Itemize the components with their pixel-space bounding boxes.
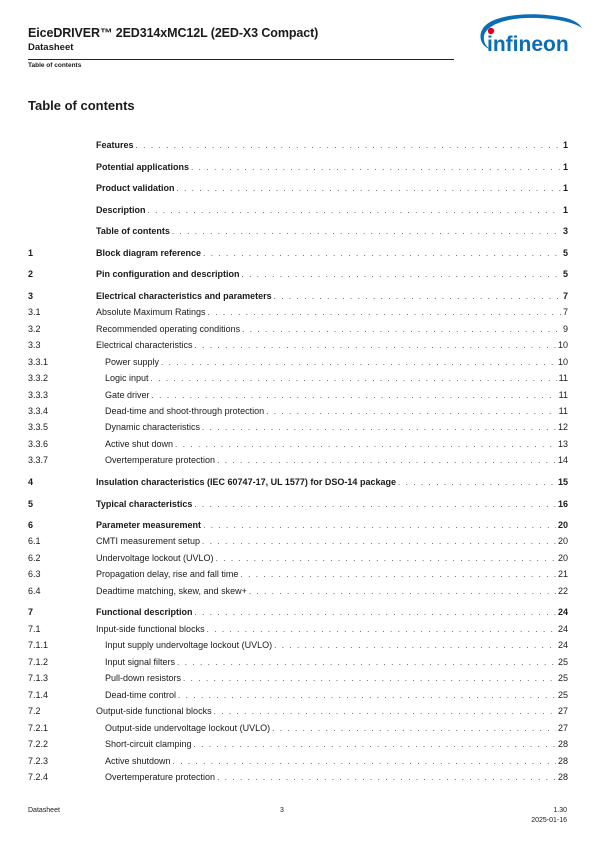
toc-entry-line — [96, 306, 568, 319]
toc-entry[interactable] — [28, 372, 568, 385]
toc-entry-page: 20 — [557, 536, 568, 546]
toc-entry[interactable] — [28, 438, 568, 451]
toc-entry-number: 3.2 — [28, 324, 41, 334]
toc-leader-dots — [207, 623, 556, 636]
toc-entry[interactable] — [28, 476, 568, 489]
toc-entry-line — [96, 476, 568, 489]
footer-doc-type: Datasheet — [28, 807, 60, 814]
toc-entry-title[interactable]: Undervoltage lockout (UVLO) — [96, 553, 214, 563]
toc-leader-dots — [177, 656, 556, 669]
toc-entry[interactable] — [28, 623, 568, 636]
toc-entry-page: 10 — [557, 357, 568, 367]
toc-entry-page: 5 — [562, 269, 568, 279]
toc-entry-page: 11 — [558, 373, 568, 383]
toc-entry[interactable] — [28, 585, 568, 598]
toc-entry-page: 15 — [557, 477, 568, 487]
toc-entry[interactable] — [28, 323, 568, 336]
toc-leader-dots — [178, 689, 556, 702]
toc-entry[interactable] — [28, 290, 568, 303]
toc-entry-line — [105, 389, 568, 402]
toc-entry[interactable] — [28, 247, 568, 260]
toc-leader-dots — [191, 161, 561, 174]
footer-version: 1.30 — [553, 807, 567, 814]
toc-entry[interactable] — [28, 519, 568, 532]
header-section-label: Table of contents — [28, 62, 82, 69]
toc-entry-line — [105, 689, 568, 702]
toc-leader-dots — [195, 606, 556, 619]
toc-entry-page: 13 — [557, 439, 568, 449]
toc-entry-title[interactable]: Active shut down — [105, 439, 174, 449]
toc-entry[interactable] — [28, 421, 568, 434]
toc-entry-line — [105, 738, 568, 751]
toc-leader-dots — [136, 139, 561, 152]
toc-entry-number: 3.3.2 — [28, 373, 49, 383]
toc-entry-page: 12 — [557, 422, 568, 432]
toc-entry-line — [105, 722, 568, 735]
toc-entry-title[interactable]: Pull-down resistors — [105, 673, 182, 683]
toc-entry[interactable] — [28, 498, 568, 511]
toc-entry-title[interactable]: Description — [96, 205, 146, 215]
toc-entry-page: 28 — [557, 756, 568, 766]
toc-leader-dots — [217, 454, 556, 467]
toc-leader-dots — [240, 568, 556, 581]
toc-entry[interactable] — [28, 552, 568, 565]
toc-leader-dots — [274, 639, 556, 652]
toc-entry-line — [105, 356, 568, 369]
toc-entry-title[interactable]: Insulation characteristics (IEC 60747-17, UL 1577) for DSO-14 package — [96, 477, 396, 487]
toc-entry-number: 3 — [28, 291, 34, 301]
footer-page-number: 3 — [280, 807, 284, 814]
toc-entry-line — [96, 139, 568, 152]
toc-entry-number: 7.2 — [28, 706, 41, 716]
toc-leader-dots — [249, 585, 556, 598]
toc-entry-page: 5 — [562, 248, 568, 258]
toc-leader-dots — [274, 290, 561, 303]
toc-entry-number: 7.2.2 — [28, 739, 49, 749]
toc-entry-number: 3.3.3 — [28, 390, 49, 400]
toc-heading: Table of contents — [28, 98, 135, 113]
toc-entry[interactable] — [28, 454, 568, 467]
toc-entry-title[interactable]: Output-side functional blocks — [96, 706, 212, 716]
toc-entry-page: 7 — [562, 307, 568, 317]
toc-leader-dots — [208, 306, 561, 319]
toc-entry-line — [96, 225, 568, 238]
toc-leader-dots — [398, 476, 556, 489]
toc-entry[interactable] — [28, 689, 568, 702]
toc-entry[interactable] — [28, 738, 568, 751]
toc-entry-line — [96, 323, 568, 336]
toc-leader-dots — [203, 247, 561, 260]
toc-entry-title[interactable]: Gate driver — [105, 390, 150, 400]
toc-entry-line — [96, 568, 568, 581]
toc-entry-title[interactable]: Block diagram reference — [96, 248, 202, 258]
toc-entry-line — [96, 161, 568, 174]
toc-entry-number: 7.1.1 — [28, 640, 49, 650]
toc-entry-line — [105, 771, 568, 784]
toc-entry-title[interactable]: Overtemperature protection — [105, 455, 216, 465]
toc-entry-number: 3.3.5 — [28, 422, 49, 432]
toc-leader-dots — [242, 323, 561, 336]
toc-entry-title[interactable]: Propagation delay, rise and fall time — [96, 569, 239, 579]
toc-leader-dots — [161, 356, 556, 369]
toc-entry-line — [96, 268, 568, 281]
toc-entry[interactable] — [28, 606, 568, 619]
toc-entry-number: 6 — [28, 520, 34, 530]
toc-entry-page: 16 — [557, 499, 568, 509]
toc-entry-number: 7.2.3 — [28, 756, 49, 766]
toc-entry-line — [96, 290, 568, 303]
toc-entry-line — [96, 247, 568, 260]
toc-entry-line — [105, 656, 568, 669]
toc-entry-number: 3.3 — [28, 340, 41, 350]
toc-leader-dots — [272, 722, 556, 735]
toc-entry-line — [96, 204, 568, 217]
toc-entry[interactable] — [28, 204, 568, 217]
toc-entry-title[interactable]: CMTI measurement setup — [96, 536, 201, 546]
toc-leader-dots — [148, 204, 561, 217]
toc-entry[interactable] — [28, 771, 568, 784]
toc-entry-page: 20 — [557, 553, 568, 563]
toc-entry-page: 11 — [558, 406, 568, 416]
toc-entry-title[interactable]: Deadtime matching, skew, and skew+ — [96, 586, 247, 596]
toc-entry-title[interactable]: Short-circuit clamping — [105, 739, 192, 749]
toc-entry-number: 7.1.4 — [28, 690, 49, 700]
toc-entry-line — [105, 755, 568, 768]
toc-entry-title[interactable]: Typical characteristics — [96, 499, 193, 509]
toc-entry-page: 3 — [562, 226, 568, 236]
toc-entry-page: 24 — [557, 640, 568, 650]
toc-entry-title[interactable]: Features — [96, 140, 134, 150]
toc-entry[interactable] — [28, 389, 568, 402]
toc-entry-line — [96, 623, 568, 636]
toc-entry-title[interactable]: Absolute Maximum Ratings — [96, 307, 206, 317]
toc-entry-title[interactable]: Product validation — [96, 183, 175, 193]
toc-leader-dots — [217, 771, 556, 784]
toc-leader-dots — [152, 389, 557, 402]
toc-entry[interactable] — [28, 535, 568, 548]
toc-leader-dots — [266, 405, 557, 418]
toc-entry[interactable] — [28, 182, 568, 195]
toc-entry-page: 7 — [562, 291, 568, 301]
toc-entry-number: 6.4 — [28, 586, 41, 596]
toc-entry-number: 7 — [28, 607, 34, 617]
toc-leader-dots — [194, 498, 556, 511]
toc-leader-dots — [194, 738, 556, 751]
toc-entry[interactable] — [28, 356, 568, 369]
toc-entry-title[interactable]: Table of contents — [96, 226, 170, 236]
toc-entry-page: 10 — [557, 340, 568, 350]
toc-entry-number: 7.2.4 — [28, 772, 49, 782]
toc-entry-number: 7.1.3 — [28, 673, 49, 683]
toc-entry[interactable] — [28, 139, 568, 152]
toc-entry-title[interactable]: Dead-time and shoot-through protection — [105, 406, 265, 416]
toc-entry-line — [96, 182, 568, 195]
toc-leader-dots — [151, 372, 557, 385]
logo-wordmark: infineon — [487, 33, 569, 56]
toc-entry-page: 25 — [557, 657, 568, 667]
toc-entry-page: 1 — [562, 205, 568, 215]
toc-entry[interactable] — [28, 339, 568, 352]
toc-leader-dots — [173, 755, 556, 768]
toc-entry-number: 6.1 — [28, 536, 41, 546]
toc-leader-dots — [202, 421, 556, 434]
toc-entry-page: 20 — [557, 520, 568, 530]
toc-entry-title[interactable]: Potential applications — [96, 162, 190, 172]
toc-entry-title[interactable]: Parameter measurement — [96, 520, 202, 530]
toc-entry-page: 14 — [557, 455, 568, 465]
toc-entry-page: 25 — [557, 673, 568, 683]
toc-entry-page: 11 — [558, 390, 568, 400]
toc-entry[interactable] — [28, 639, 568, 652]
toc-entry-number: 2 — [28, 269, 34, 279]
toc-entry-title[interactable]: Input signal filters — [105, 657, 176, 667]
toc-leader-dots — [203, 519, 556, 532]
toc-entry-title[interactable]: Electrical characteristics — [96, 340, 193, 350]
toc-entry[interactable] — [28, 268, 568, 281]
toc-entry-line — [105, 421, 568, 434]
toc-leader-dots — [172, 225, 561, 238]
toc-entry-page: 27 — [557, 706, 568, 716]
toc-entry-number: 7.1.2 — [28, 657, 49, 667]
toc-entry-line — [96, 552, 568, 565]
toc-entry-number: 3.3.1 — [28, 357, 49, 367]
toc-entry[interactable] — [28, 672, 568, 685]
toc-entry-number: 7.1 — [28, 624, 41, 634]
toc-entry-title[interactable]: Recommended operating conditions — [96, 324, 241, 334]
toc-entry-title[interactable]: Input-side functional blocks — [96, 624, 205, 634]
toc-leader-dots — [183, 672, 556, 685]
toc-entry-page: 24 — [557, 624, 568, 634]
toc-entry-page: 24 — [557, 607, 568, 617]
toc-entry-number: 1 — [28, 248, 34, 258]
toc-entry-page: 25 — [557, 690, 568, 700]
toc-entry-number: 3.1 — [28, 307, 41, 317]
toc-entry-line — [96, 339, 568, 352]
toc-entry-line — [96, 519, 568, 532]
toc-entry-line — [105, 672, 568, 685]
toc-entry-line — [105, 438, 568, 451]
toc-entry[interactable] — [28, 568, 568, 581]
toc-entry-title[interactable]: Power supply — [105, 357, 160, 367]
header-title: EiceDRIVER™ 2ED314xMC12L (2ED-X3 Compact) — [28, 26, 319, 40]
toc-leader-dots — [177, 182, 561, 195]
toc-entry[interactable] — [28, 161, 568, 174]
toc-entry-number: 3.3.4 — [28, 406, 49, 416]
toc-entry[interactable] — [28, 405, 568, 418]
toc-entry-line — [105, 639, 568, 652]
toc-entry[interactable] — [28, 225, 568, 238]
toc-entry-page: 28 — [557, 739, 568, 749]
toc-entry-title[interactable]: Active shutdown — [105, 756, 171, 766]
toc-entry-title[interactable]: Dynamic characteristics — [105, 422, 201, 432]
toc-leader-dots — [214, 705, 556, 718]
toc-entry[interactable] — [28, 755, 568, 768]
toc-entry-number: 7.2.1 — [28, 723, 49, 733]
toc-entry-line — [96, 535, 568, 548]
toc-entry-line — [96, 705, 568, 718]
toc-entry-page: 1 — [562, 183, 568, 193]
toc-leader-dots — [202, 535, 556, 548]
toc-entry-page: 27 — [557, 723, 568, 733]
toc-entry-page: 28 — [557, 772, 568, 782]
toc-entry-line — [105, 405, 568, 418]
toc-entry-title[interactable]: Output-side undervoltage lockout (UVLO) — [105, 723, 271, 733]
toc-entry-number: 4 — [28, 477, 34, 487]
toc-entry[interactable] — [28, 656, 568, 669]
toc-leader-dots — [216, 552, 556, 565]
toc-entry-number: 3.3.7 — [28, 455, 49, 465]
toc-entry-line — [105, 372, 568, 385]
toc-entry-number: 6.2 — [28, 553, 41, 563]
toc-entry-line — [96, 498, 568, 511]
toc-entry-title[interactable]: Functional description — [96, 607, 193, 617]
toc-entry-page: 1 — [562, 140, 568, 150]
toc-leader-dots — [195, 339, 556, 352]
toc-entry-title[interactable]: Logic input — [105, 373, 149, 383]
toc-entry[interactable] — [28, 705, 568, 718]
toc-entry-title[interactable]: Pin configuration and description — [96, 269, 240, 279]
toc-entry-line — [105, 454, 568, 467]
toc-entry-title[interactable]: Input supply undervoltage lockout (UVLO) — [105, 640, 273, 650]
toc-entry-title[interactable]: Dead-time control — [105, 690, 177, 700]
toc-leader-dots — [242, 268, 561, 281]
toc-entry-number: 6.3 — [28, 569, 41, 579]
toc-entry[interactable] — [28, 722, 568, 735]
toc-leader-dots — [175, 438, 556, 451]
toc-entry-title[interactable]: Electrical characteristics and parameters — [96, 291, 272, 301]
toc-entry-page: 1 — [562, 162, 568, 172]
toc-entry-page: 9 — [562, 324, 568, 334]
toc-entry-page: 22 — [557, 586, 568, 596]
toc-entry-line — [96, 606, 568, 619]
toc-entry-title[interactable]: Overtemperature protection — [105, 772, 216, 782]
toc-entry-number: 5 — [28, 499, 34, 509]
toc-entry[interactable] — [28, 306, 568, 319]
toc-entry-number: 3.3.6 — [28, 439, 49, 449]
footer-date: 2025-01-16 — [531, 817, 567, 824]
toc-entry-page: 21 — [557, 569, 568, 579]
toc-entry-line — [96, 585, 568, 598]
header-subtitle: Datasheet — [28, 42, 74, 53]
toc-list — [28, 0, 568, 842]
